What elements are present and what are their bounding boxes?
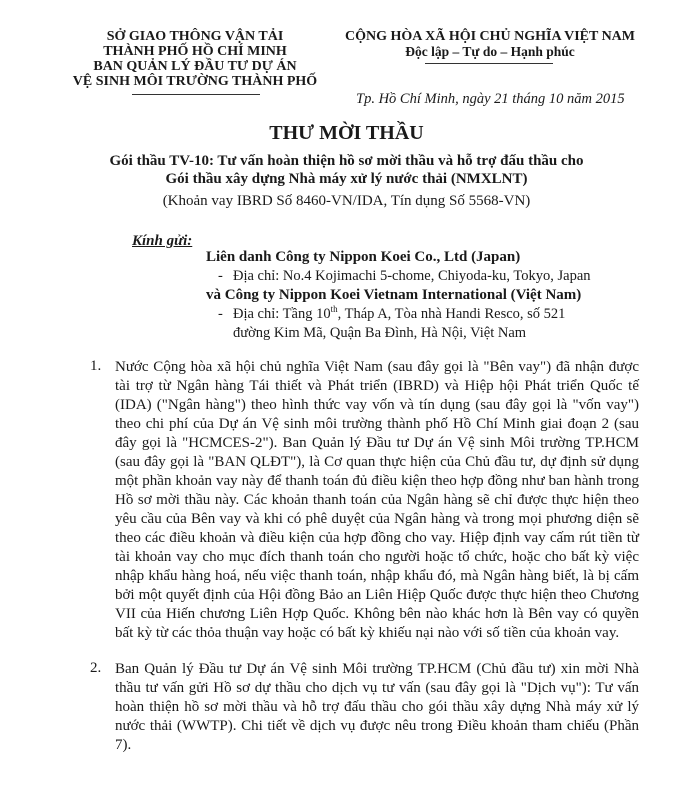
recipient-2-name: và Công ty Nippon Koei Vietnam International (Việt Nam) (206, 287, 582, 303)
salutation-label: Kính gửi: (132, 233, 193, 249)
paragraph-1-text: Nước Cộng hòa xã hội chủ nghĩa Việt Nam (sau đây gọi là "Bên vay") đã nhận được tài trợ từ Ngân hàng Tái thiết và Phát triển (IBRD) và Hiệp hội Phát triển Quốc tế (IDA) ("Ngân hàng") theo hình thức vay vốn và tín dụng (sau đây gọi là "vốn vay") theo chi phí của Dự án Vệ sinh môi trường thành phố Hồ Chí Minh giai đoạn 2 (sau đây gọi là "HCMCES-2"). Ban Quản lý Đầu tư Dự án Vệ sinh Môi trường TP.HCM (sau đây gọi là "BAN QLĐT"), là Cơ quan thực hiện của Chủ đầu tư, dự định sử dụng một phần khoản vay này để thanh toán đủ điều kiện theo hợp đồng như ban hành trong Hồ sơ mời thầu này. Các khoản thanh toán của Ngân hàng sẽ chỉ được thực hiện theo yêu cầu của Bên vay và khi có phê duyệt của Ngân hàng và trong mọi phương diện sẽ theo các điều khoản và điều kiện của hợp đồng cho vay. Hiệp định vay cấm rút tiền từ tài khoản vay cho mục đích thanh toán cho người hoặc tổ chức, hoặc cho bất kỳ việc nhập khẩu hàng hoá, nếu việc thanh toán, nhập khẩu đó, mà Ngân hàng biết, là bị cấm bởi một quyết định của Hội đồng Bảo an Liên Hiệp Quốc được thực hiện theo Chương VII của Hiến chương Liên Hợp Quốc. Không bên nào khác hơn là Bên vay có quyền bất kỳ từ các thỏa thuận vay hoặc có bất kỳ khiếu nại nào với số tiền của khoản vay. (115, 359, 639, 641)
issuer-line-4: VỆ SINH MÔI TRƯỜNG THÀNH PHỐ (72, 74, 318, 89)
motto-underline (425, 63, 553, 64)
recipient-2-address-part-a: Địa chỉ: Tầng 10 (233, 306, 331, 322)
package-line-1: Gói thầu TV-10: Tư vấn hoàn thiện hồ sơ mời thầu và hỗ trợ đấu thầu cho (109, 153, 584, 169)
paragraph-1-number: 1. (90, 358, 102, 374)
package-line-2: Gói thầu xây dựng Nhà máy xử lý nước thải (NMXLNT) (165, 171, 528, 187)
recipient-2-address-part-b: , Tháp A, Tòa nhà Handi Resco, số 521 (337, 306, 566, 322)
issuer-underline (132, 94, 260, 95)
recipient-2-address (233, 305, 565, 324)
recipient-1-dash: - (218, 268, 223, 284)
recipient-2-address-sup: th (330, 304, 338, 314)
paragraph-2-number: 2. (90, 660, 102, 676)
recipient-2-dash: - (218, 306, 223, 322)
recipient-2-address-line-2: đường Kim Mã, Quận Ba Đình, Hà Nội, Việt Nam (233, 325, 527, 341)
paragraph-2-text: Ban Quản lý Đầu tư Dự án Vệ sinh Môi trường TP.HCM (Chủ đầu tư) xin mời Nhà thầu tư vấn gửi Hồ sơ dự thầu cho dịch vụ tư vấn (sau đây gọi là "Dịch vụ"): Tư vấn hoàn thiện hồ sơ mời thầu và hỗ trợ đấu thầu cho gói thầu xây dựng Nhà máy xử lý nước thải (WWTP). Chi tiết về dịch vụ được nêu trong Điều khoản tham chiếu (Phần 7). (115, 661, 639, 753)
issuer-line-1: SỞ GIAO THÔNG VẬN TẢI (106, 29, 284, 44)
date-line: Tp. Hồ Chí Minh, ngày 21 tháng 10 năm 2015 (356, 91, 625, 107)
recipient-1-address: Địa chỉ: No.4 Kojimachi 5-chome, Chiyoda-ku, Tokyo, Japan (233, 268, 591, 284)
national-title: CỘNG HÒA XÃ HỘI CHỦ NGHĨA VIỆT NAM (344, 29, 635, 44)
issuer-line-2: THÀNH PHỐ HỒ CHÍ MINH (103, 44, 287, 59)
recipient-1-name: Liên danh Công ty Nippon Koei Co., Ltd (Japan) (206, 249, 521, 265)
national-motto: Độc lập – Tự do – Hạnh phúc (405, 44, 575, 59)
document-title: THƯ MỜI THẦU (269, 122, 424, 144)
issuer-line-3: BAN QUẢN LÝ ĐẦU TƯ DỰ ÁN (93, 59, 297, 74)
loan-reference: (Khoản vay IBRD Số 8460-VN/IDA, Tín dụng Số 5568-VN) (162, 193, 531, 209)
